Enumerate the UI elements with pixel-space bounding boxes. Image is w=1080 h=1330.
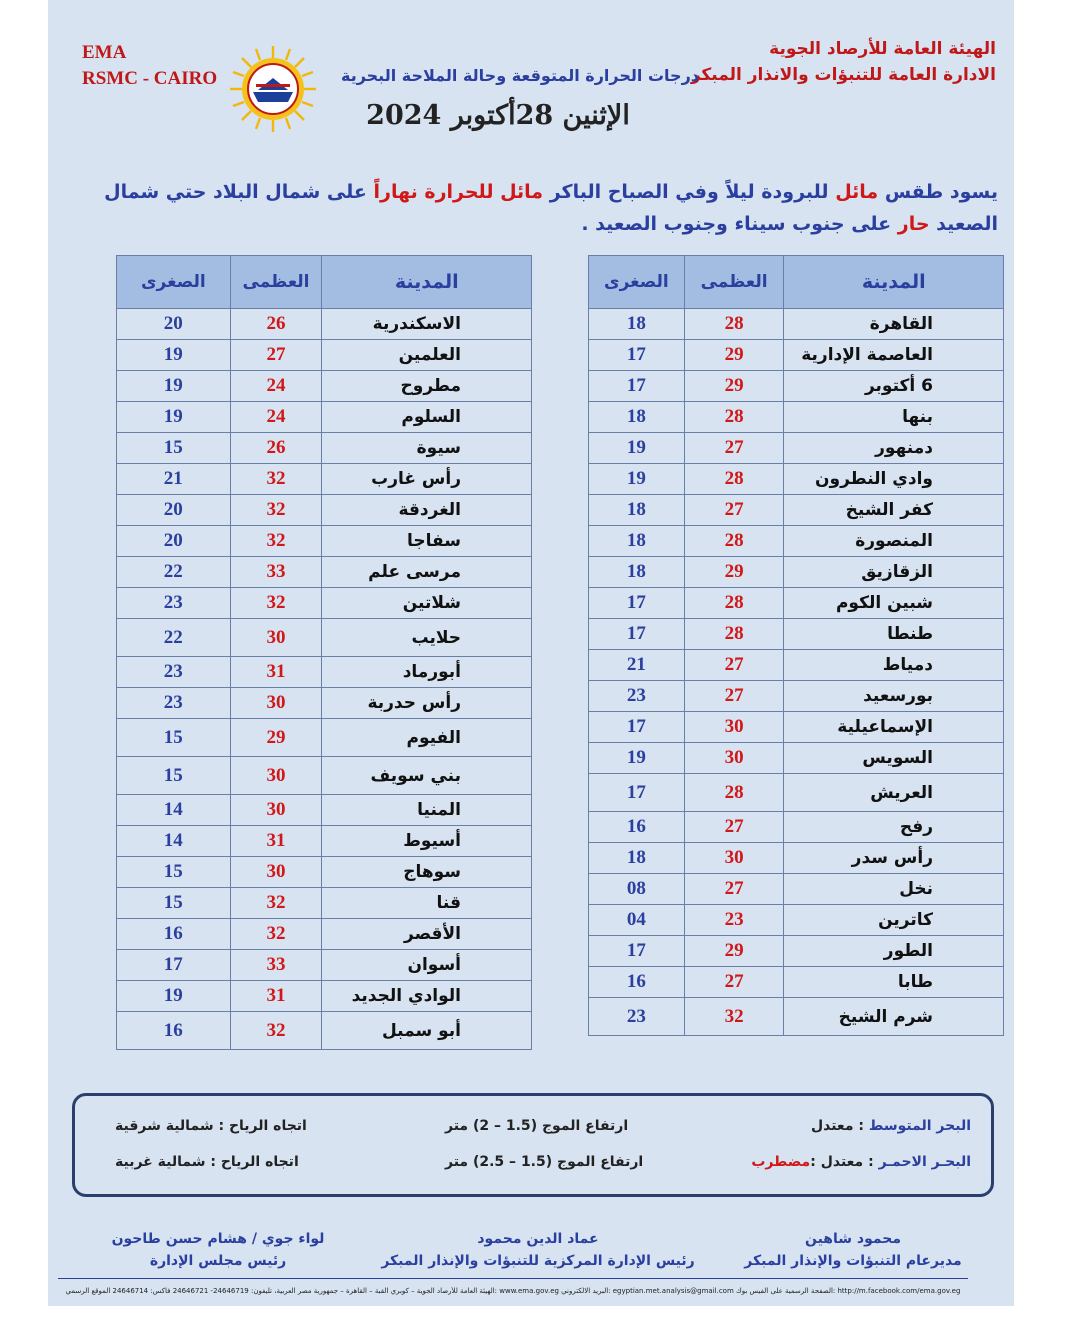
right-temperature-table [588, 255, 1004, 1036]
city-cell: الأقصر [322, 919, 532, 950]
max-temp-cell: 32 [230, 1012, 322, 1050]
min-temp-cell: 19 [117, 981, 231, 1012]
rsmc-label: RSMC - CAIRO [82, 68, 218, 89]
max-temp-cell: 30 [230, 619, 322, 657]
city-cell: نخل [784, 874, 1004, 905]
red-sea-rough: مضطرب [751, 1154, 811, 1170]
city-cell: حلايب [322, 619, 532, 657]
city-cell: المنصورة [784, 526, 1004, 557]
table-row [589, 843, 1004, 874]
max-temp-cell: 29 [684, 557, 784, 588]
min-temp-cell: 17 [117, 950, 231, 981]
max-temp-cell: 29 [684, 936, 784, 967]
table-row [589, 998, 1004, 1036]
min-temp-cell: 18 [589, 402, 685, 433]
min-temp-cell: 15 [117, 857, 231, 888]
table-row [589, 309, 1004, 340]
footer-divider [58, 1278, 968, 1279]
signature-name: عماد الدين محمود [477, 1231, 599, 1247]
max-temp-cell: 30 [230, 757, 322, 795]
max-temp-cell: 30 [684, 743, 784, 774]
min-temp-cell: 14 [117, 826, 231, 857]
signature-name: محمود شاهين [804, 1231, 902, 1247]
max-temp-cell: 27 [684, 433, 784, 464]
table-row [117, 557, 532, 588]
min-temp-cell: 23 [117, 657, 231, 688]
min-temp-cell: 20 [117, 309, 231, 340]
city-cell: الاسكندرية [322, 309, 532, 340]
table-row [589, 464, 1004, 495]
table-row [589, 743, 1004, 774]
footer-contact: الهيئة العامة للأرصاد الجوية – كوبري القبة – القاهرة – جمهورية مصر العربية، تليفون: 24646719- 24646721 فاكس: 24646714 الموقع الرسمي: www.ema.gov.eg البريد الالكتروني: egyptian.met.analysis@gmail.com الصفحة الرسمية على الفيس بوك: http://m.facebook.com/ema.gov.eg [65, 1287, 961, 1295]
min-temp-cell: 19 [117, 371, 231, 402]
table-row [589, 650, 1004, 681]
table-row [117, 588, 532, 619]
table-row [117, 950, 532, 981]
min-temp-cell: 23 [117, 688, 231, 719]
table-row [117, 857, 532, 888]
table-row [589, 371, 1004, 402]
city-cell: سفاجا [322, 526, 532, 557]
city-cell: السويس [784, 743, 1004, 774]
max-temp-cell: 32 [230, 526, 322, 557]
ema-label: EMA [82, 42, 127, 63]
min-temp-cell: 17 [589, 712, 685, 743]
min-temp-cell: 21 [589, 650, 685, 681]
city-cell: الوادي الجديد [322, 981, 532, 1012]
department-name: الادارة العامة للتنبؤات والانذار المبكر [690, 65, 996, 85]
city-cell: كاترين [784, 905, 1004, 936]
table-row [589, 619, 1004, 650]
min-temp-cell: 23 [589, 681, 685, 712]
max-temp-cell: 29 [684, 371, 784, 402]
max-temp-cell: 28 [684, 619, 784, 650]
table-row [589, 340, 1004, 371]
min-temp-cell: 15 [117, 433, 231, 464]
red-sea-label: البحـر الاحمـر [878, 1154, 971, 1170]
city-cell: رأس حدربة [322, 688, 532, 719]
med-sea-label: البحر المتوسط [868, 1118, 971, 1134]
min-temp-cell: 15 [117, 719, 231, 757]
max-temp-cell: 28 [684, 309, 784, 340]
table-row [589, 936, 1004, 967]
table-row [117, 464, 532, 495]
city-cell: طنطا [784, 619, 1004, 650]
max-temp-cell: 27 [684, 812, 784, 843]
max-temp-cell: 32 [230, 588, 322, 619]
org-name: الهيئة العامة للأرصاد الجوية [769, 39, 996, 59]
city-cell: مرسى علم [322, 557, 532, 588]
min-temp-cell: 17 [589, 619, 685, 650]
summary-text: على جنوب سيناء وجنوب الصعيد . [581, 213, 892, 235]
org-abbreviation [82, 40, 217, 92]
max-temp-cell: 30 [230, 688, 322, 719]
max-temp-cell: 27 [684, 681, 784, 712]
max-header: العظمى [684, 256, 784, 309]
table-row [117, 657, 532, 688]
table-row [589, 495, 1004, 526]
city-cell: أسوان [322, 950, 532, 981]
city-cell: بنها [784, 402, 1004, 433]
max-temp-cell: 30 [230, 795, 322, 826]
table-row [589, 874, 1004, 905]
max-temp-cell: 32 [684, 998, 784, 1036]
min-temp-cell: 18 [589, 526, 685, 557]
city-cell: أبورماد [322, 657, 532, 688]
max-header: العظمى [230, 256, 322, 309]
table-row [589, 905, 1004, 936]
table-row [589, 967, 1004, 998]
city-cell: رفح [784, 812, 1004, 843]
med-wave-height: ارتفاع الموج (1.5 – 2) متر [445, 1118, 629, 1134]
city-cell: السلوم [322, 402, 532, 433]
city-cell: القاهرة [784, 309, 1004, 340]
table-row [589, 433, 1004, 464]
signature-central-director [368, 1228, 708, 1272]
min-temp-cell: 22 [117, 619, 231, 657]
max-temp-cell: 28 [684, 464, 784, 495]
city-cell: طابا [784, 967, 1004, 998]
min-header: الصغرى [117, 256, 231, 309]
city-cell: الإسماعيلية [784, 712, 1004, 743]
city-cell: المنيا [322, 795, 532, 826]
min-temp-cell: 16 [589, 812, 685, 843]
max-temp-cell: 29 [230, 719, 322, 757]
min-temp-cell: 19 [589, 464, 685, 495]
city-cell: رأس سدر [784, 843, 1004, 874]
max-temp-cell: 28 [684, 402, 784, 433]
min-temp-cell: 17 [589, 936, 685, 967]
city-cell: كفر الشيخ [784, 495, 1004, 526]
max-temp-cell: 33 [230, 557, 322, 588]
table-row [117, 888, 532, 919]
table-row [117, 719, 532, 757]
max-temp-cell: 30 [230, 857, 322, 888]
bulletin-subtitle: درجات الحرارة المتوقعة وحالة الملاحة البحرية [340, 66, 699, 85]
sea-conditions-box [72, 1093, 994, 1197]
table-row [589, 712, 1004, 743]
city-cell: العريش [784, 774, 1004, 812]
min-header: الصغرى [589, 256, 685, 309]
table-row [117, 526, 532, 557]
city-cell: سوهاج [322, 857, 532, 888]
city-cell: أسيوط [322, 826, 532, 857]
min-temp-cell: 19 [589, 433, 685, 464]
table-row [589, 812, 1004, 843]
min-temp-cell: 14 [117, 795, 231, 826]
city-cell: شبين الكوم [784, 588, 1004, 619]
red-wave-height: ارتفاع الموج (1.5 – 2.5) متر [445, 1154, 644, 1170]
table-row [117, 757, 532, 795]
min-temp-cell: 18 [589, 557, 685, 588]
table-row [117, 619, 532, 657]
signature-title: مديرعام التنبؤات والإنذار المبكر [744, 1253, 962, 1269]
max-temp-cell: 28 [684, 526, 784, 557]
signature-forecast-director [728, 1228, 978, 1272]
max-temp-cell: 32 [230, 888, 322, 919]
med-sea-value: : معتدل [810, 1118, 864, 1134]
city-cell: دمنهور [784, 433, 1004, 464]
city-header: المدينة [784, 256, 1004, 309]
min-temp-cell: 23 [589, 998, 685, 1036]
min-temp-cell: 21 [117, 464, 231, 495]
table-row [117, 688, 532, 719]
city-cell: شرم الشيخ [784, 998, 1004, 1036]
city-cell: الطور [784, 936, 1004, 967]
min-temp-cell: 18 [589, 309, 685, 340]
table-row [589, 526, 1004, 557]
max-temp-cell: 33 [230, 950, 322, 981]
min-temp-cell: 04 [589, 905, 685, 936]
city-cell: رأس غارب [322, 464, 532, 495]
table-row [117, 919, 532, 950]
city-cell: العلمين [322, 340, 532, 371]
city-cell: بني سويف [322, 757, 532, 795]
min-temp-cell: 16 [117, 1012, 231, 1050]
city-cell: 6 أكتوبر [784, 371, 1004, 402]
max-temp-cell: 27 [684, 967, 784, 998]
min-temp-cell: 18 [589, 495, 685, 526]
weather-summary [78, 176, 998, 240]
left-temperature-table [116, 255, 532, 1050]
table-row [117, 826, 532, 857]
max-temp-cell: 27 [684, 874, 784, 905]
red-sea-value: : معتدل : [810, 1154, 874, 1170]
table-row [589, 774, 1004, 812]
signature-title: رئيس الإدارة المركزية للتنبؤات والإنذار المبكر [381, 1253, 695, 1269]
min-temp-cell: 17 [589, 371, 685, 402]
min-temp-cell: 16 [589, 967, 685, 998]
min-temp-cell: 17 [589, 340, 685, 371]
signature-chairman [98, 1228, 338, 1272]
city-cell: الفيوم [322, 719, 532, 757]
min-temp-cell: 08 [589, 874, 685, 905]
min-temp-cell: 17 [589, 774, 685, 812]
city-cell: شلاتين [322, 588, 532, 619]
table-row [117, 309, 532, 340]
table-row [117, 495, 532, 526]
red-sea-state [751, 1154, 971, 1170]
max-temp-cell: 30 [684, 843, 784, 874]
max-temp-cell: 28 [684, 588, 784, 619]
table-row [117, 402, 532, 433]
signature-title: رئيس مجلس الإدارة [149, 1253, 287, 1269]
city-cell: أبو سمبل [322, 1012, 532, 1050]
max-temp-cell: 27 [684, 495, 784, 526]
signature-name: لواء جوي / هشام حسن طاحون [111, 1231, 325, 1247]
city-cell: العاصمة الإدارية [784, 340, 1004, 371]
summary-text: شمال الصعيد [104, 181, 998, 235]
bulletin-date: الإثنين 28أكتوبر 2024 [366, 100, 630, 131]
max-temp-cell: 24 [230, 371, 322, 402]
max-temp-cell: 31 [230, 657, 322, 688]
min-temp-cell: 19 [117, 402, 231, 433]
max-temp-cell: 23 [684, 905, 784, 936]
table-row [589, 402, 1004, 433]
city-cell: الزقازيق [784, 557, 1004, 588]
table-row [117, 433, 532, 464]
table-row [589, 588, 1004, 619]
table-row [589, 681, 1004, 712]
summary-text: للبرودة ليلاً وفي الصباح الباكر [549, 181, 829, 203]
city-header: المدينة [322, 256, 532, 309]
city-cell: دمياط [784, 650, 1004, 681]
max-temp-cell: 24 [230, 402, 322, 433]
max-temp-cell: 26 [230, 433, 322, 464]
min-temp-cell: 22 [117, 557, 231, 588]
city-cell: سيوة [322, 433, 532, 464]
table-row [589, 557, 1004, 588]
summary-highlight: مائل [835, 181, 879, 203]
max-temp-cell: 31 [230, 826, 322, 857]
summary-highlight: للحرارة نهاراً [373, 181, 494, 203]
summary-text: يسود طقس [884, 181, 998, 203]
table-row [117, 1012, 532, 1050]
table-row [117, 340, 532, 371]
table-row [117, 371, 532, 402]
max-temp-cell: 27 [230, 340, 322, 371]
max-temp-cell: 32 [230, 495, 322, 526]
city-cell: قنا [322, 888, 532, 919]
max-temp-cell: 27 [684, 650, 784, 681]
city-cell: بورسعيد [784, 681, 1004, 712]
min-temp-cell: 23 [117, 588, 231, 619]
min-temp-cell: 17 [589, 588, 685, 619]
med-wind-direction: اتجاه الرياح : شمالية شرقية [115, 1118, 307, 1134]
max-temp-cell: 30 [684, 712, 784, 743]
min-temp-cell: 15 [117, 757, 231, 795]
med-sea-state [811, 1118, 971, 1134]
max-temp-cell: 29 [684, 340, 784, 371]
min-temp-cell: 19 [589, 743, 685, 774]
min-temp-cell: 19 [117, 340, 231, 371]
ema-logo-icon [228, 44, 318, 134]
max-temp-cell: 32 [230, 919, 322, 950]
min-temp-cell: 20 [117, 526, 231, 557]
summary-highlight: حار [897, 213, 930, 235]
max-temp-cell: 28 [684, 774, 784, 812]
min-temp-cell: 15 [117, 888, 231, 919]
summary-text: على شمال البلاد حتي [165, 181, 367, 203]
max-temp-cell: 31 [230, 981, 322, 1012]
org-header [691, 36, 996, 88]
city-cell: وادي النطرون [784, 464, 1004, 495]
min-temp-cell: 18 [589, 843, 685, 874]
min-temp-cell: 20 [117, 495, 231, 526]
city-cell: مطروح [322, 371, 532, 402]
bulletin-page [48, 0, 1014, 1306]
table-row [117, 795, 532, 826]
red-wind-direction: اتجاه الرياح : شمالية غربية [115, 1154, 299, 1170]
max-temp-cell: 32 [230, 464, 322, 495]
summary-highlight: مائل [500, 181, 544, 203]
table-row [117, 981, 532, 1012]
max-temp-cell: 26 [230, 309, 322, 340]
min-temp-cell: 16 [117, 919, 231, 950]
city-cell: الغردقة [322, 495, 532, 526]
